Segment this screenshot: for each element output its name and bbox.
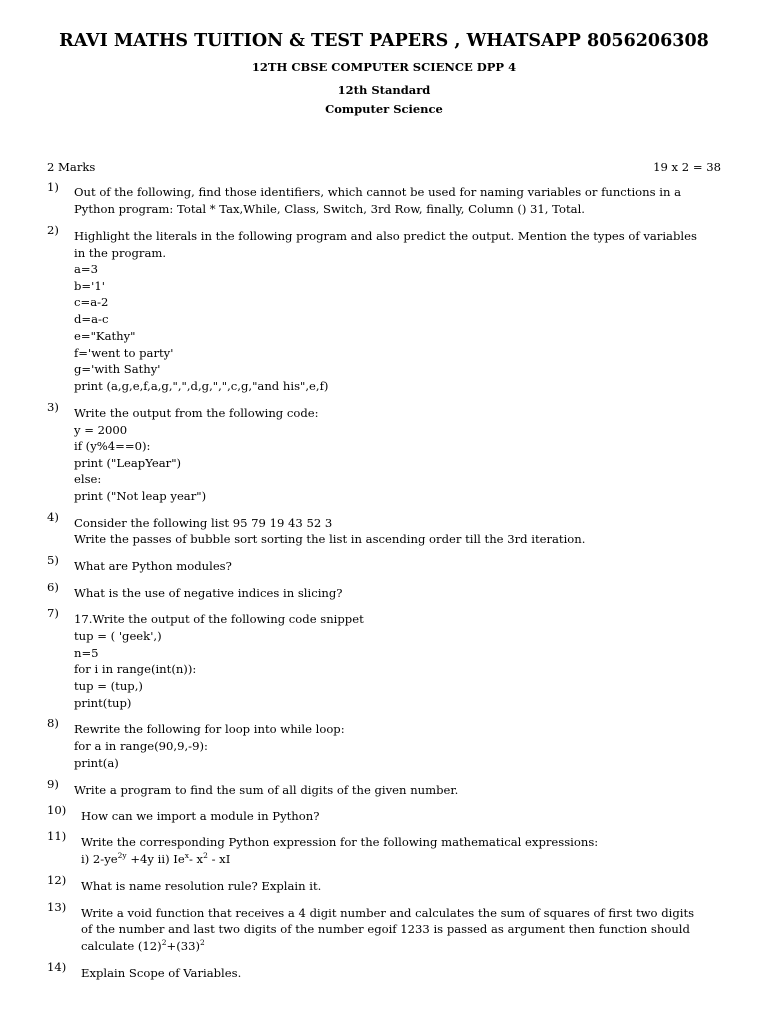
code-line: print(tup): [74, 696, 132, 710]
question-line: of the number and last two digits of the number egoif 1233 is passed as argument then function should: [81, 922, 690, 936]
question-line: Rewrite the following for loop into while loop:: [74, 722, 345, 736]
code-line: for i in range(int(n)):: [74, 662, 197, 676]
question-line: Out of the following, find those identifiers, which cannot be used for naming variables or functions in a: [74, 185, 682, 199]
code-line: print (a,g,e,f,a,g,",",d,g,",",c,g,"and his",e,f): [74, 379, 329, 393]
question-number: 8): [47, 716, 59, 730]
question-number: 7): [47, 606, 59, 620]
question-line: Python program: Total * Tax,While, Class, Switch, 3rd Row, finally, Column () 31, Total.: [74, 202, 585, 216]
question-number: 6): [47, 580, 59, 594]
question-line: Write the passes of bubble sort sorting the list in ascending order till the 3rd iteration.: [74, 532, 586, 546]
question-line: What are Python modules?: [74, 559, 232, 573]
question-number: 4): [47, 510, 59, 524]
code-line: y = 2000: [74, 423, 128, 437]
code-line: g='with Sathy': [74, 362, 161, 376]
question-number: 1): [47, 180, 59, 194]
question-line: Write a void function that receives a 4 digit number and calculates the sum of squares of first two digits: [81, 906, 695, 920]
question-line: Consider the following list 95 79 19 43 52 3: [74, 516, 333, 530]
document-title: RAVI MATHS TUITION & TEST PAPERS , WHATSAPP 8056206308: [59, 31, 709, 51]
question-line: Write a program to find the sum of all digits of the given number.: [74, 783, 459, 797]
code-line: print(a): [74, 756, 119, 770]
code-line: print ("LeapYear"): [74, 456, 182, 470]
code-line: b='1': [74, 279, 105, 293]
code-line: e="Kathy": [74, 329, 136, 343]
question-number: 12): [47, 873, 67, 887]
question-line: in the program.: [74, 246, 167, 260]
question-number: 10): [47, 803, 67, 817]
document-subtitle: 12TH CBSE COMPUTER SCIENCE DPP 4: [251, 60, 517, 74]
code-line: else:: [74, 472, 102, 486]
code-line: d=a-c: [74, 312, 109, 326]
question-number: 3): [47, 400, 59, 414]
math-expression: calculate $(12)^2+(33)^2$: [81, 938, 205, 953]
math-expression: i) $2-ye^{2y} +4y$ ii) Ie$^x$- $x^2$ - xI: [81, 851, 231, 866]
question-number: 2): [47, 223, 59, 237]
question-number: 9): [47, 777, 59, 791]
subject-label: Computer Science: [325, 102, 443, 116]
code-line: for a in range(90,9,-9):: [74, 739, 208, 753]
question-number: 14): [47, 960, 67, 974]
code-line: f='went to party': [74, 346, 174, 360]
code-line: tup = ( 'geek',): [74, 629, 162, 643]
question-line: What is the use of negative indices in slicing?: [74, 586, 343, 600]
question-number: 13): [47, 900, 67, 914]
standard-label: 12th Standard: [337, 83, 431, 97]
code-line: n=5: [74, 646, 99, 660]
question-number: 5): [47, 553, 59, 567]
code-line: tup = (tup,): [74, 679, 143, 693]
section-label: 2 Marks: [47, 160, 96, 174]
question-line: Write the corresponding Python expression for the following mathematical expressions:: [81, 835, 599, 849]
question-line: 17.Write the output of the following code snippet: [74, 612, 364, 626]
code-line: if (y%4==0):: [74, 439, 151, 453]
question-line: How can we import a module in Python?: [81, 809, 320, 823]
code-line: c=a-2: [74, 295, 109, 309]
question-line: Write the output from the following code:: [74, 406, 319, 420]
question-line: Explain Scope of Variables.: [81, 966, 242, 980]
question-line: What is name resolution rule? Explain it.: [81, 879, 322, 893]
code-line: a=3: [74, 262, 99, 276]
code-line: print ("Not leap year"): [74, 489, 207, 503]
marks-scheme: 19 x 2 = 38: [653, 160, 721, 174]
question-number: 11): [47, 829, 67, 843]
question-line: Highlight the literals in the following program and also predict the output. Mention the types of variables: [74, 229, 697, 243]
